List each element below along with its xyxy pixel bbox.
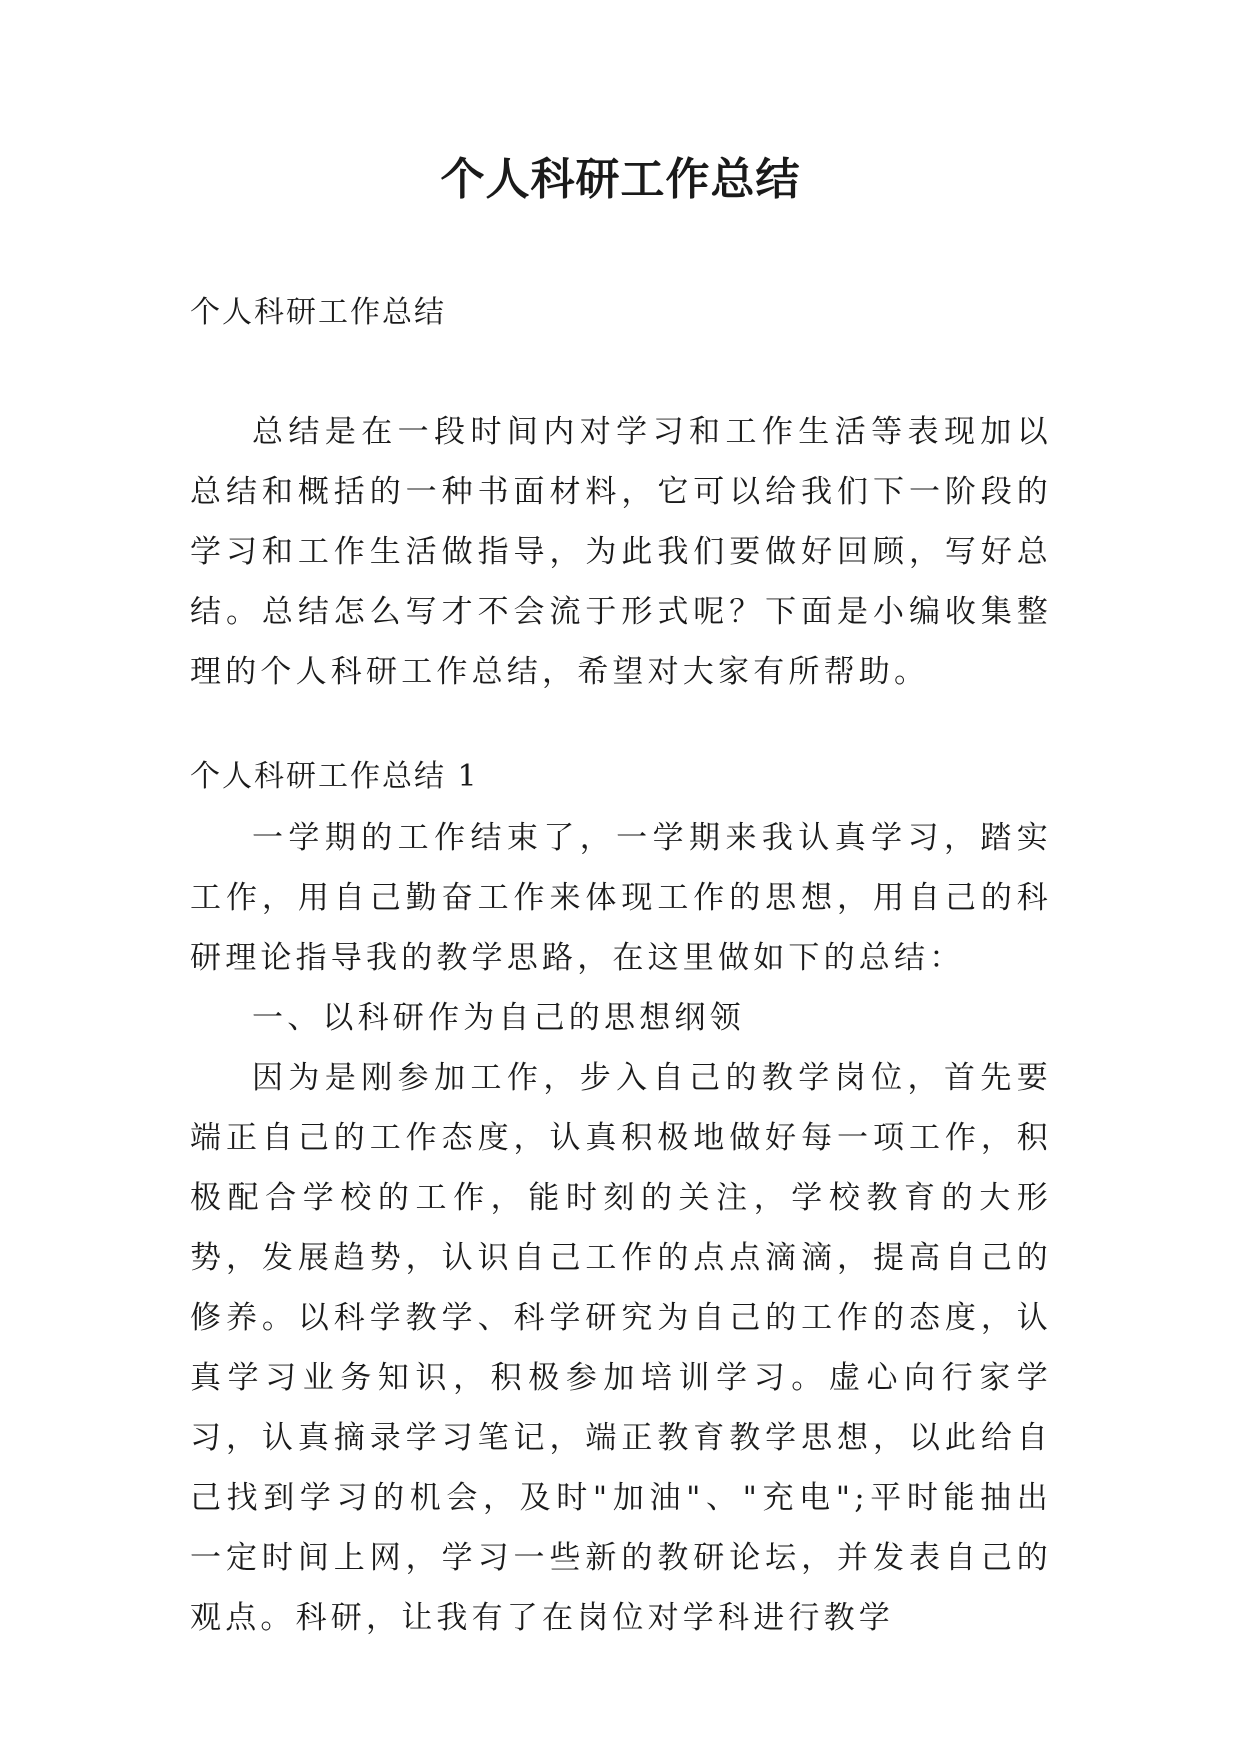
point-heading: 一、以科研作为自己的思想纲领 (252, 1000, 745, 1036)
section-heading: 个人科研工作总结 1 (190, 759, 479, 794)
section-paragraph: 一学期的工作结束了，一学期来我认真学习，踏实工作，用自己勤奋工作来体现工作的思想，用自己的科研理论指导我的教学思路，在这里做如下的总结： (190, 820, 1052, 976)
document-title: 个人科研工作总结 (440, 154, 801, 205)
document-body (190, 288, 1052, 1648)
intro-paragraph: 总结是在一段时间内对学习和工作生活等表现加以总结和概括的一种书面材料，它可以给我们下一阶段的学习和工作生活做指导，为此我们要做好回顾，写好总结。总结怎么写才不会流于形式呢？下面是小编收集整理的个人科研工作总结，希望对大家有所帮助。 (190, 414, 1052, 690)
point-body-paragraph: 因为是刚参加工作，步入自己的教学岗位，首先要端正自己的工作态度，认真积极地做好每一项工作，积极配合学校的工作，能时刻的关注，学校教育的大形势，发展趋势，认识自己工作的点点滴滴，提高自己的修养。以科学教学、科学研究为自己的工作的态度，认真学习业务知识，积极参加培训学习。虚心向行家学习，认真摘录学习笔记，端正教育教学思想，以此给自己找到学习的机会，及时"加油"、"充电";平时能抽出一定时间上网，学习一些新的教研论坛，并发表自己的观点。科研，让我有了在岗位对学科进行教学 (190, 1060, 1052, 1636)
document-subtitle: 个人科研工作总结 (190, 295, 446, 330)
